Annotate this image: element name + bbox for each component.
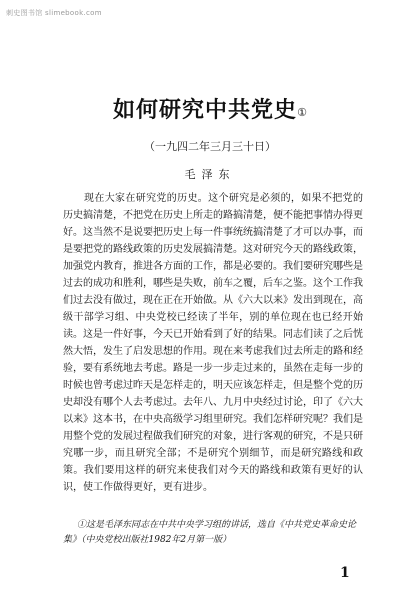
title-block — [0, 93, 420, 124]
author: 毛泽东 — [184, 168, 236, 181]
body-paragraph: 现在大家在研究党的历史。这个研究是必须的，如果不把党的历史搞清楚，不把党在历史上所走的路搞清楚，便不能把事情办得更好。这当然不是说要把历史上每一件事统统搞清楚了才可以办事，而是要把党的路线政策的历史发展搞清楚。这对研究今天的路线政策，加强党内教育，推进各方面的工作，都是必要的。我们要研究哪些是过去的成功和胜利，哪些是失败，前车之覆，后车之鉴。这个工作我们过去没有做过，现在正在开始做。从《六大以来》发出到现在，高级干部学习组、中央党校已经读了半年，别的单位现在也已经开始读。这是一件好事，今天已开始看到了好的结果。同志们读了之后恍然大悟，发生了启发思想的作用。现在来考虑我们过去所走的路和经验，要有系统地去考虑。路是一步一步走过来的，虽然在走每一步的时候也曾考虑过昨天是怎样走的，明天应该怎样走，但是整个党的历史却没有哪个人去考虑过。去年八、九月中央经过讨论，印了《六大以来》这本书，在中央高级学习组里研究。我们怎样研究呢？我们是用整个党的发展过程做我们研究的对象，进行客观的研究，不是只研究哪一步，而且研究全部；不是研究个别细节，而是研究路线和政策。我们要用这样的研究来使我们对今天的路线和政策有更好的认识，使工作做得更好，更有进步。 — [63, 193, 363, 493]
page-title: 如何研究中共党史 — [113, 98, 298, 123]
watermark: 刺史图书馆 slimebook.com — [6, 9, 102, 17]
title-footnote-mark: ① — [297, 106, 307, 119]
footnote: ①这是毛泽东同志在中共中央学习组的讲话，选自《中共党史革命史论集》（中央党校出版社1982年2月第一版） — [63, 520, 357, 545]
page-number: 1 — [340, 565, 350, 581]
speech-date: （一九四二年三月三十日） — [144, 140, 276, 153]
